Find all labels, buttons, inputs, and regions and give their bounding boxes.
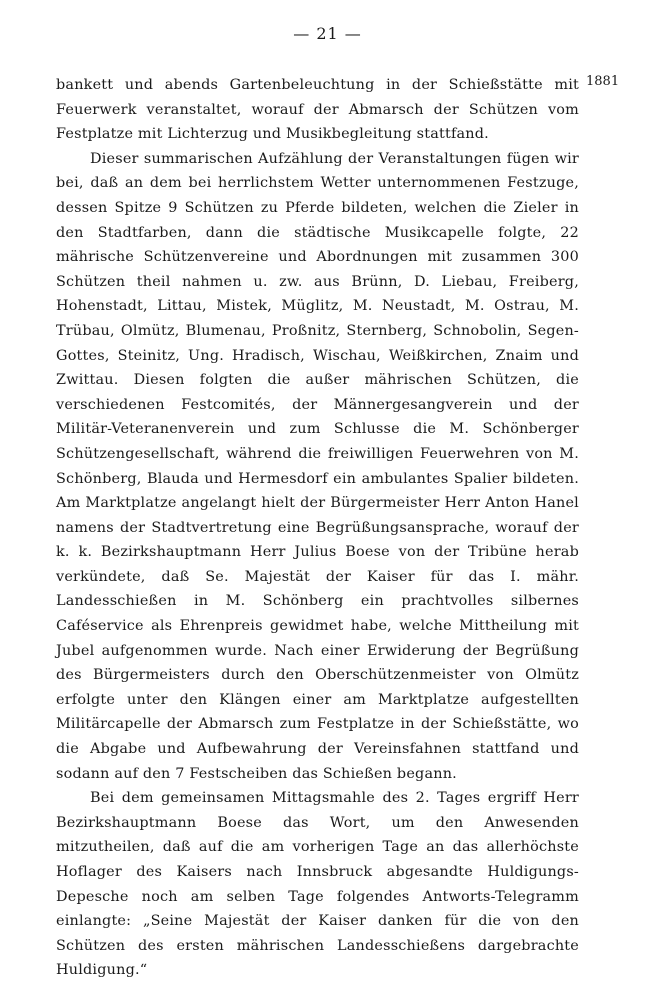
paragraph-continuation: bankett und abends Gartenbeleuchtung in der Schießstätte mit Feuerwerk veranstaltet, worauf der Abmarsch der Schützen vom Festplatze mit Lichterzug und Musikbegleitung stattfand. <box>56 77 579 143</box>
paragraph-festzug: Dieser summarischen Aufzählung der Veranstaltungen fügen wir bei, daß an dem bei herrlichstem Wetter unternommenen Festzuge, dessen Spitze 9 Schützen zu Pferde bildeten, welchen die Zieler in den Stadtfarben, dann die städtische Musikcapelle folgte, 22 mährische Schützenvereine und Abordnungen mit zusammen 300 Schützen theil nahmen u. zw. aus Brünn, D. Liebau, Freiberg, Hohenstadt, Littau, Mistek, Müglitz, M. Neustadt, M. Ostrau, M. Trübau, Olmütz, Blumenau, Proßnitz, Sternberg, Schnobolin, Segen-Gottes, Steinitz, Ung. Hradisch, Wischau, Weißkirchen, Znaim und Zwittau. Diesen folgten die außer mährischen Schützen, die verschiedenen Festcomités, der Männergesangverein und der Militär-Veteranenverein und zum Schlusse die M. Schönberger Schützengesellschaft, während die freiwilligen Feuerwehren von M. Schönberg, Blauda und Hermesdorf ein ambulantes Spalier bildeten. Am Marktplatze angelangt hielt der Bürgermeister Herr Anton Hanel namens der Stadtvertretung eine Begrüßungsansprache, worauf der k. k. Bezirkshauptmann Herr Julius Boese von der Tribüne herab verkündete, daß Se. Majestät der Kaiser für das I. mähr. Landesschießen in M. Schönberg ein prachtvolles silbernes Caféservice als Ehrenpreis gewidmet habe, welche Mittheilung mit Jubel aufgenommen wurde. Nach einer Erwiderung der Begrüßung des Bürgermeisters durch den Oberschützenmeister von Olmütz erfolgte unter den Klängen einer am Marktplatze aufgestellten Militärcapelle der Abmarsch zum Festplatze in der Schießstätte, wo die Abgabe und Aufbewahrung der Vereinsfahnen stattfand und sodann auf den 7 Festscheiben das Schießen begann. <box>56 150 579 782</box>
body-text <box>56 73 579 983</box>
margin-year: 1881 <box>586 74 620 89</box>
page-number: — 21 — <box>293 24 362 43</box>
paragraph-mittagsmahl: Bei dem gemeinsamen Mittagsmahle des 2. Tages ergriff Herr Bezirkshauptmann Boese das Wort, um den Anwesenden mitzutheilen, daß auf die am vorherigen Tage an das allerhöchste Hoflager des Kaisers nach Innsbruck abgesandte Huldigungs-Depesche noch am selben Tage folgendes Antworts-Telegramm einlangte: „Seine Majestät der Kaiser danken für die von den Schützen des ersten mährischen Landesschießens dargebrachte Huldigung.“ <box>56 790 579 979</box>
